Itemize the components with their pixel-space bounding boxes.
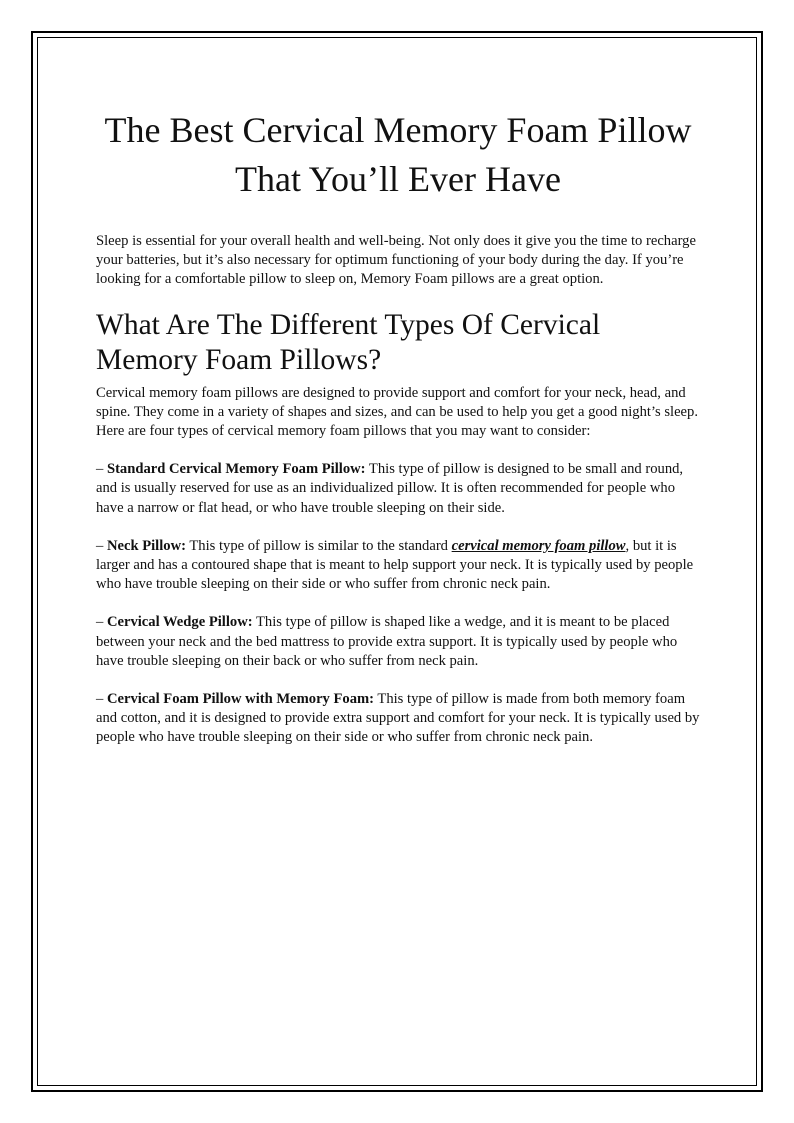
page-title: The Best Cervical Memory Foam Pillow That You’ll Ever Have (104, 110, 692, 199)
item-text: This type of pillow is made from both memory foam and cotton, and it is designed to provide extra support and comfort for your neck. It is typically used by people who have trouble sleeping on their side or who suffer from chronic neck pain. (96, 691, 700, 746)
item-text: This type of pillow is designed to be small and round, and is usually reserved for use as an individualized pillow. It is often recommended for people who have a narrow or flat head, or who have trouble sleeping on their side. (96, 461, 684, 516)
list-item-wedge-pillow (96, 613, 700, 671)
item-name: Neck Pillow: (106, 537, 186, 554)
item-text-before-link: This type of pillow is similar to the standard (186, 537, 452, 554)
document-body (96, 106, 700, 748)
list-item-standard-pillow (96, 460, 700, 518)
list-dash: – (96, 537, 107, 554)
item-text-after-link: , but it is larger and has a contoured shape that is meant to help support your neck. It is typically used by people who have trouble sleeping on their side or who suffer from chronic neck pain. (96, 537, 694, 593)
item-name: Standard Cervical Memory Foam Pillow: (106, 461, 366, 478)
list-dash: – (96, 461, 107, 478)
list-dash: – (96, 691, 107, 708)
section-heading: What Are The Different Types Of Cervical Memory Foam Pillows? (96, 308, 601, 376)
cervical-pillow-link[interactable]: cervical memory foam pillow (451, 537, 626, 554)
list-dash: – (96, 614, 107, 631)
intro-paragraph: Sleep is essential for your overall health and well-being. Not only does it give you the time to recharge your batteries, but it’s also necessary for optimum functioning of your body during the day. If you’re looking for a comfortable pillow to sleep on, Memory Foam pillows are a great option. (96, 233, 696, 288)
item-text: This type of pillow is shaped like a wedge, and it is meant to be placed between your neck and the bed mattress to provide extra support. It is typically used by people who have trouble sleeping on their back or who suffer from neck pain. (96, 614, 678, 669)
item-name: Cervical Foam Pillow with Memory Foam: (106, 691, 375, 708)
section-lead-paragraph: Cervical memory foam pillows are designed to provide support and comfort for your neck, head, and spine. They come in a variety of shapes and sizes, and can be used to help you get a good night’s sleep. Here are four types of cervical memory foam pillows that you may want to consider: (96, 384, 698, 440)
item-name: Cervical Wedge Pillow: (106, 614, 253, 631)
list-item-foam-pillow (96, 690, 700, 748)
list-item-neck-pillow (96, 537, 700, 595)
